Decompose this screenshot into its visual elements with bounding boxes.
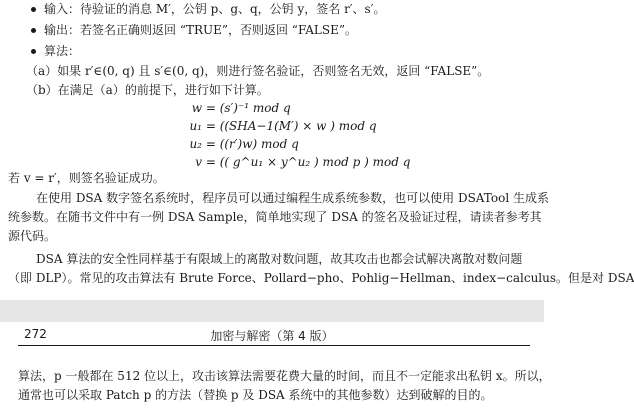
formula-lhs: v — [195, 155, 202, 169]
formula-w — [186, 101, 291, 116]
bullet-marker — [31, 7, 36, 12]
step-b: （b）在满足（a）的前提下，进行如下计算。 — [26, 83, 269, 97]
header-rule — [18, 345, 530, 346]
formula-lhs: u₁ — [189, 119, 202, 133]
bullet-marker — [31, 49, 36, 54]
formula-rhs: = (( g^u₁ × y^u₂ ) mod p ) mod q — [205, 155, 411, 169]
verification-conclusion: 若 v = r′，则签名验证成功。 — [8, 171, 165, 185]
running-head: 加密与解密（第 4 版） — [210, 329, 334, 343]
page-gap — [0, 300, 544, 322]
bullet-algorithm: 算法： — [44, 44, 81, 58]
bullet-output: 输出：若签名正确则返回 “TRUE”，否则返回 “FALSE”。 — [44, 23, 357, 37]
paragraph-line: 源代码。 — [8, 229, 57, 243]
bullet-input: 输入：待验证的消息 M′，公钥 p、g、q，公钥 y，签名 r′、s′。 — [44, 2, 386, 16]
paragraph-line: 统参数。在随书文件中有一例 DSA Sample，简单地实现了 DSA 的签名及验证过程，请读者参考其 — [8, 210, 542, 224]
formula-lhs: u₂ — [189, 137, 202, 151]
step-a: （a）如果 r′∈(0, q) 且 s′∈(0, q)，则进行签名验证，否则签名无效，返回 “FALSE”。 — [26, 64, 490, 78]
bullet-marker — [31, 28, 36, 33]
paragraph-line: 在使用 DSA 数字签名系统时，程序员可以通过编程生成系统参数，也可以使用 DSATool 生成系 — [36, 191, 549, 205]
formula-u1 — [186, 119, 377, 134]
formula-rhs: = ((SHA−1(M′) × w ) mod q — [205, 119, 377, 133]
formula-lhs: w — [191, 101, 202, 115]
formula-v — [186, 155, 410, 170]
paragraph-line: DSA 算法的安全性同样基于有限域上的离散对数问题，故其攻击也都会试解决离散对数问题 — [36, 252, 523, 266]
paragraph-line: （即 DLP）。常见的攻击算法有 Brute Force、Pollard−pho、Pohlig−Hellman、index−calculus。但是对 DSA — [8, 271, 634, 285]
formula-u2 — [186, 137, 299, 152]
paragraph-line: 通常也可以采取 Patch p 的方法（替换 p 及 DSA 系统中的其他参数）达到破解的目的。 — [18, 388, 493, 402]
page-number: 272 — [24, 327, 47, 341]
formula-rhs: = ((r′)w) mod q — [205, 137, 299, 151]
paragraph-line: 算法，p 一般都在 512 位以上，攻击该算法需要花费大量的时间，而且不一定能求出私钥 x。所以， — [18, 369, 551, 383]
formula-rhs: = (s′)⁻¹ mod q — [205, 101, 291, 115]
